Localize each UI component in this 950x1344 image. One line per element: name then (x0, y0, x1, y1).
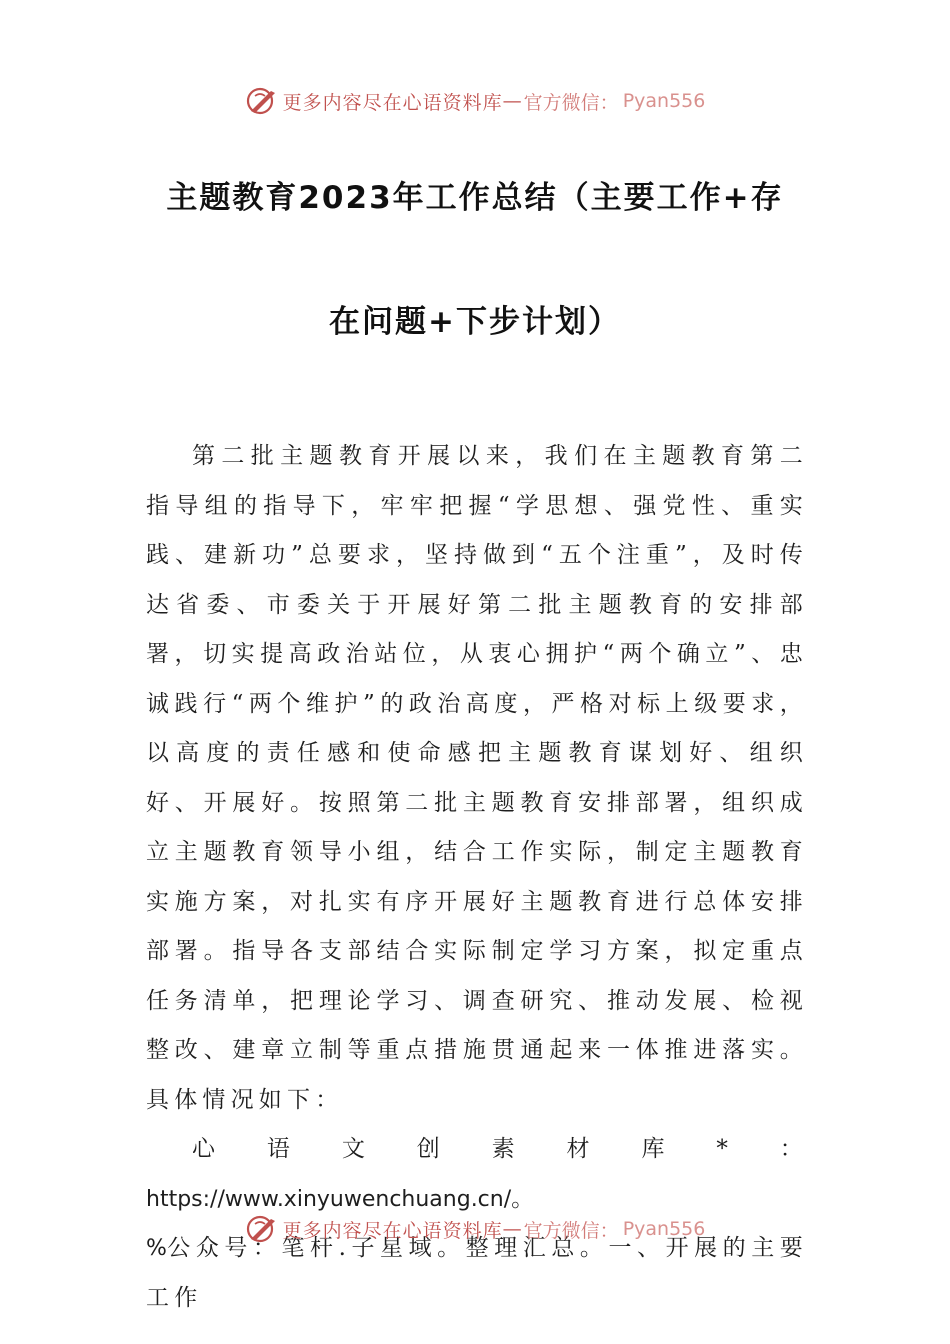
pen-logo-icon (245, 84, 279, 118)
banner-wechat-label: 官方微信： (523, 91, 619, 114)
header-banner (0, 84, 950, 118)
banner-dash: — (502, 1218, 522, 1240)
banner-dash: — (502, 90, 522, 112)
banner-text: 更多内容尽在心语资料库 (282, 1219, 503, 1242)
document-title-line-1: 主题教育2023年工作总结（主要工作+存 (166, 180, 784, 216)
document-body (146, 432, 808, 1323)
source-url-link[interactable]: https://www.xinyuwenchuang.cn/ (146, 1186, 512, 1212)
section-line: 公众号：笔杆.子星域。整理汇总。一、开展的主要工作 (146, 1235, 808, 1311)
paragraph-source (146, 1125, 808, 1224)
line-prefix: % (146, 1236, 167, 1261)
banner-text: 更多内容尽在心语资料库 (282, 91, 503, 114)
banner-wechat-id: Pyan556 (622, 1218, 706, 1240)
pen-logo-icon (245, 1212, 279, 1246)
banner-wechat-label: 官方微信： (523, 1219, 619, 1242)
source-label: 心语文创素材库*： (192, 1136, 808, 1162)
source-end: 。 (511, 1185, 540, 1212)
paragraph-intro: 第二批主题教育开展以来，我们在主题教育第二指导组的指导下，牢牢把握“学思想、强党性、重实践、建新功”总要求，坚持做到“五个注重”，及时传达省委、市委关于开展好第二批主题教育的安排部署，切实提高政治站位，从衷心拥护“两个确立”、忠诚践行“两个维护”的政治高度，严格对标上级要求，以高度的责任感和使命感把主题教育谋划好、组织好、开展好。按照第二批主题教育安排部署，组织成立主题教育领导小组，结合工作实际，制定主题教育实施方案，对扎实有序开展好主题教育进行总体安排部署。指导各支部结合实际制定学习方案，拟定重点任务清单，把理论学习、调查研究、推动发展、检视整改、建章立制等重点措施贯通起来一体推进落实。具体情况如下： (146, 443, 808, 1113)
document-title-line-2: 在问题+下步计划） (329, 304, 621, 340)
footer-banner (0, 1212, 950, 1246)
banner-wechat-id: Pyan556 (622, 90, 706, 112)
